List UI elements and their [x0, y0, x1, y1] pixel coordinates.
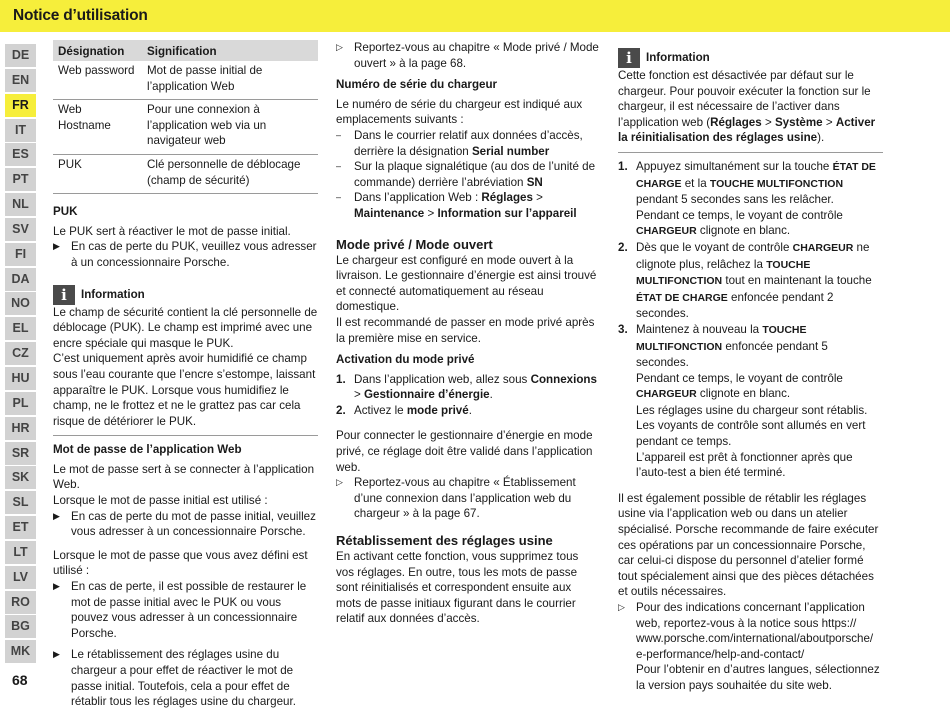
language-tab-lv[interactable]: LV — [5, 566, 36, 589]
header-bar — [0, 0, 950, 32]
paragraph: Il est recommandé de passer en mode privé après la première mise en service. — [336, 315, 595, 345]
credentials-table — [53, 40, 318, 194]
section-heading: Mode privé / Mode ouvert — [336, 236, 493, 252]
language-tab-pl[interactable]: PL — [5, 392, 36, 415]
text-span: pendant 5 secondes sans les relâcher. — [636, 193, 834, 207]
language-tab-et[interactable]: ET — [5, 516, 36, 539]
language-tab-sr[interactable]: SR — [5, 442, 36, 465]
arrow-right-icon: ▶ — [53, 581, 60, 592]
key-label: TOUCHE MULTIFONCTION — [636, 323, 807, 353]
table-row — [53, 100, 318, 155]
language-tabs — [5, 44, 36, 665]
step-text — [636, 322, 883, 481]
cross-reference — [336, 40, 599, 71]
list-item-text: Le rétablissement des réglages usine du chargeur a pour effet de réactiver le mot de passe initial. Toutefois, cela a pour effet de rétablir tous les réglages usine du chargeur. — [71, 648, 296, 709]
table-cell: Mot de passe initial de l’application Web — [142, 61, 318, 100]
cross-reference-text: Reportez-vous au chapitre « Établissement d’une connexion dans l’application web du chargeur » à la page 67. — [354, 476, 576, 521]
step-item — [336, 403, 599, 419]
key-label: ÉTAT DE CHARGE — [636, 160, 876, 190]
language-tab-es[interactable]: ES — [5, 143, 36, 166]
separator: > — [822, 115, 836, 129]
step-detail: L’appareil est prêt à fonctionner après que l’auto-test a bien été terminé. — [636, 450, 853, 480]
language-tab-sk[interactable]: SK — [5, 466, 36, 489]
language-tab-pt[interactable]: PT — [5, 168, 36, 191]
text-span: Dès que le voyant de contrôle — [636, 240, 793, 254]
paragraph: Pour l’obtenir en d’autres langues, sélectionnez la version pays souhaitée du site web. — [636, 663, 880, 692]
list-item-text — [354, 190, 599, 221]
page-title: Notice d’utilisation — [13, 7, 148, 24]
bold-term: Système — [774, 115, 823, 129]
triangle-right-icon: ▷ — [336, 42, 343, 52]
key-label: TOUCHE MULTIFONCTION — [636, 258, 811, 288]
language-tab-cz[interactable]: CZ — [5, 342, 36, 365]
table-header-row — [53, 40, 318, 61]
language-tab-da[interactable]: DA — [5, 268, 36, 291]
text-span: et la — [681, 176, 710, 190]
section-heading: Activation du mode privé — [336, 353, 475, 367]
text-span: Activez le — [354, 403, 407, 417]
divider — [618, 152, 883, 153]
table-cell: Web Hostname — [53, 100, 142, 155]
step-item — [618, 240, 883, 322]
text-span: Dans le courrier relatif aux données d’accès, derrière la désignation — [354, 128, 583, 158]
section-heading: Mot de passe de l’application Web — [53, 443, 242, 457]
text-span: Dans l’application web, allez sous — [354, 372, 531, 386]
list-item-text — [354, 159, 599, 190]
table-cell: Clé personnelle de déblocage (champ de sécurité) — [142, 154, 318, 193]
list-item-text — [354, 128, 599, 159]
language-tab-bg[interactable]: BG — [5, 615, 36, 638]
step-item — [336, 372, 599, 403]
key-label: CHARGEUR — [636, 225, 697, 238]
info-header — [53, 285, 318, 305]
step-number: 2. — [618, 240, 628, 254]
cross-reference-text — [636, 600, 883, 694]
divider — [53, 435, 318, 436]
arrow-right-icon: ▶ — [53, 510, 60, 521]
step-item — [618, 159, 883, 240]
text-span: Sur la plaque signalétique (au dos de l’unité de commande) derrière l’abréviation — [354, 160, 596, 189]
list-item-text: En cas de perte du PUK, veuillez vous adresser à un concessionnaire Porsche. — [71, 240, 317, 269]
language-tab-it[interactable]: IT — [5, 119, 36, 142]
table-cell: PUK — [53, 154, 142, 193]
key-label: TOUCHE MULTIFONCTION — [709, 177, 844, 190]
text-span: clignote en blanc. — [696, 224, 791, 238]
bold-term: mode privé — [406, 403, 469, 417]
paragraph: Le PUK sert à réactiver le mot de passe initial. — [53, 224, 291, 238]
dash-icon: – — [336, 129, 342, 140]
dash-icon: – — [336, 161, 342, 172]
language-tab-ro[interactable]: RO — [5, 591, 36, 614]
text-span: Cette fonction est désactivée par défaut sur le chargeur. Pour pouvoir exécuter la fonction sur le chargeur, il est nécessaire de l’activer dans l’application web ( — [618, 69, 871, 129]
reference-link-text: Pour des indications concernant l’application web, reportez-vous à la notice sous https:// www.porsche.com/international/aboutporsche/ e-performance/help-and-contact/ — [636, 601, 874, 661]
language-tab-sv[interactable]: SV — [5, 218, 36, 241]
column-1 — [53, 40, 318, 710]
cross-reference-text: Reportez-vous au chapitre « Mode privé / Mode ouvert » à la page 68. — [354, 41, 599, 70]
paragraph: Le mot de passe sert à se connecter à l’application Web. — [53, 462, 315, 492]
arrow-right-icon: ▶ — [53, 649, 60, 660]
key-label: CHARGEUR — [792, 241, 854, 254]
bold-term: Réglages — [481, 191, 533, 205]
bold-term: Connexions — [530, 372, 597, 386]
paragraph: Le numéro de série du chargeur est indiqué aux emplacements suivants : — [336, 97, 583, 127]
separator: > — [354, 388, 364, 402]
step-number: 3. — [618, 322, 628, 336]
paragraph: C’est uniquement après avoir humidifié ce champ sous l’eau courante que l’encre s’estompe, laissant apparaître le PUK. Lorsque vous humidifiez le champ, ne le frottez et ne le grattez pas car cela risque de détériorer le PUK. — [53, 352, 316, 428]
separator: > — [761, 115, 775, 129]
step-number: 1. — [618, 159, 628, 173]
step-item — [618, 322, 883, 481]
separator: > — [532, 191, 543, 205]
bold-term: SN — [526, 175, 543, 189]
table-header: Signification — [142, 40, 318, 61]
list-item — [53, 579, 318, 641]
list-item — [53, 509, 318, 540]
step-text — [354, 403, 599, 419]
paragraph: Lorsque le mot de passe initial est utilisé : — [53, 494, 268, 508]
table-row — [53, 61, 318, 100]
text-span: ). — [817, 131, 825, 145]
list-item — [336, 190, 599, 221]
table-cell: Pour une connexion à l’application web via un navigateur web — [142, 100, 318, 155]
language-tab-sl[interactable]: SL — [5, 491, 36, 514]
text-span: Pendant ce temps, le voyant de contrôle — [636, 371, 843, 385]
info-label: Information — [646, 51, 710, 65]
step-detail: Les réglages usine du chargeur sont rétablis. Les voyants de contrôle sont allumés en vert pendant ce temps. — [636, 403, 868, 449]
paragraph: Lorsque le mot de passe que vous avez défini est utilisé : — [53, 548, 308, 578]
page-number: 68 — [12, 672, 28, 688]
list-item — [336, 128, 599, 159]
text-span: enfoncée pendant 5 secondes. — [636, 339, 828, 370]
step-number: 2. — [336, 403, 346, 417]
language-tab-fi[interactable]: FI — [5, 243, 36, 266]
table-row — [53, 154, 318, 193]
language-tab-no[interactable]: NO — [5, 292, 36, 315]
step-detail — [636, 208, 883, 240]
list-item — [53, 647, 318, 709]
text-span: Appuyez simultanément sur la touche — [636, 159, 833, 173]
bold-term: Maintenance — [354, 206, 425, 220]
section-heading: PUK — [53, 205, 78, 219]
language-tab-en[interactable]: EN — [5, 69, 36, 92]
language-tab-hu[interactable]: HU — [5, 367, 36, 390]
list-item — [53, 239, 318, 270]
paragraph: Le chargeur est configuré en mode ouvert à la livraison. Le gestionnaire d’énergie est ainsi trouvé et connecté automatiquement au réseau domestique. — [336, 253, 597, 314]
bold-term: Information sur l’appareil — [437, 206, 577, 220]
text-span: tout en maintenant la touche — [722, 274, 872, 288]
separator: > — [424, 206, 438, 220]
arrow-right-icon: ▶ — [53, 241, 60, 252]
language-tab-fr[interactable]: FR — [5, 94, 36, 117]
info-icon: i — [53, 285, 75, 305]
step-detail — [636, 371, 883, 403]
table-cell: Web password — [53, 61, 142, 100]
text-span: Pendant ce temps, le voyant de contrôle — [636, 208, 843, 222]
text-span: clignote en blanc. — [696, 387, 791, 401]
key-label: ÉTAT DE CHARGE — [636, 291, 728, 304]
paragraph: En activant cette fonction, vous supprimez tous vos réglages. En outre, tous les mots de passe sont réinitialisés et correspondent ensuite aux mots de passe initiaux figurant dans le courrier relatif aux données d’accès. — [336, 550, 579, 626]
column-2 — [336, 40, 599, 627]
language-tab-hr[interactable]: HR — [5, 417, 36, 440]
list-item — [336, 159, 599, 190]
key-label: CHARGEUR — [636, 388, 697, 401]
step-text — [354, 372, 599, 403]
paragraph — [618, 68, 883, 146]
bold-term: Serial number — [471, 144, 550, 158]
bold-term: Réglages — [710, 115, 762, 129]
list-item-text: En cas de perte du mot de passe initial, veuillez vous adresser à un concessionnaire Porsche. — [71, 509, 316, 539]
text-span: . — [468, 403, 472, 417]
info-header — [618, 48, 883, 68]
bold-term: Activer la réinitialisation des réglages usine — [618, 115, 876, 145]
list-item-text: En cas de perte, il est possible de restaurer le mot de passe initial avec le PUK ou vous pouvez vous adresser à un concessionnaire Porsche. — [71, 580, 307, 640]
info-icon: i — [618, 48, 640, 68]
step-text — [636, 240, 883, 322]
bold-term: Gestionnaire d’énergie — [364, 388, 490, 402]
step-text — [636, 159, 883, 240]
language-tab-mk[interactable]: MK — [5, 640, 36, 663]
info-label: Information — [81, 287, 145, 301]
table-header: Désignation — [53, 40, 142, 61]
text-span: ne clignote plus, relâchez la — [636, 240, 870, 271]
dash-icon: – — [336, 192, 342, 203]
triangle-right-icon: ▷ — [618, 602, 625, 612]
step-number: 1. — [336, 372, 346, 386]
section-heading: Numéro de série du chargeur — [336, 78, 498, 92]
cross-reference — [336, 475, 599, 522]
text-span: Dans l’application Web : — [354, 191, 482, 205]
paragraph: Le champ de sécurité contient la clé personnelle de déblocage (PUK). Le champ est imprimé avec une encre spéciale qui masque le PUK. — [53, 305, 318, 350]
text-span: . — [489, 388, 493, 402]
text-span: enfoncée pendant 2 secondes. — [636, 290, 834, 321]
paragraph: Il est également possible de rétablir les réglages usine via l’application web ou dans un atelier spécialisé. Porsche recommande de faire exécuter ces opérations par un concessionnaire Porsche, car celui-ci dispose du personnel d’atelier formé tout spécialement ainsi que des pièces détachées et outils nécessaires. — [618, 491, 879, 599]
column-3 — [618, 40, 883, 694]
section-heading: Rétablissement des réglages usine — [336, 533, 553, 549]
language-tab-nl[interactable]: NL — [5, 193, 36, 216]
language-tab-el[interactable]: EL — [5, 317, 36, 340]
paragraph: Pour connecter le gestionnaire d’énergie en mode privé, ce réglage doit être validé dans l’application web. — [336, 429, 593, 474]
text-span: Maintenez à nouveau la — [636, 322, 763, 336]
triangle-right-icon: ▷ — [336, 477, 343, 488]
language-tab-de[interactable]: DE — [5, 44, 36, 67]
language-tab-lt[interactable]: LT — [5, 541, 36, 564]
cross-reference — [618, 600, 883, 694]
